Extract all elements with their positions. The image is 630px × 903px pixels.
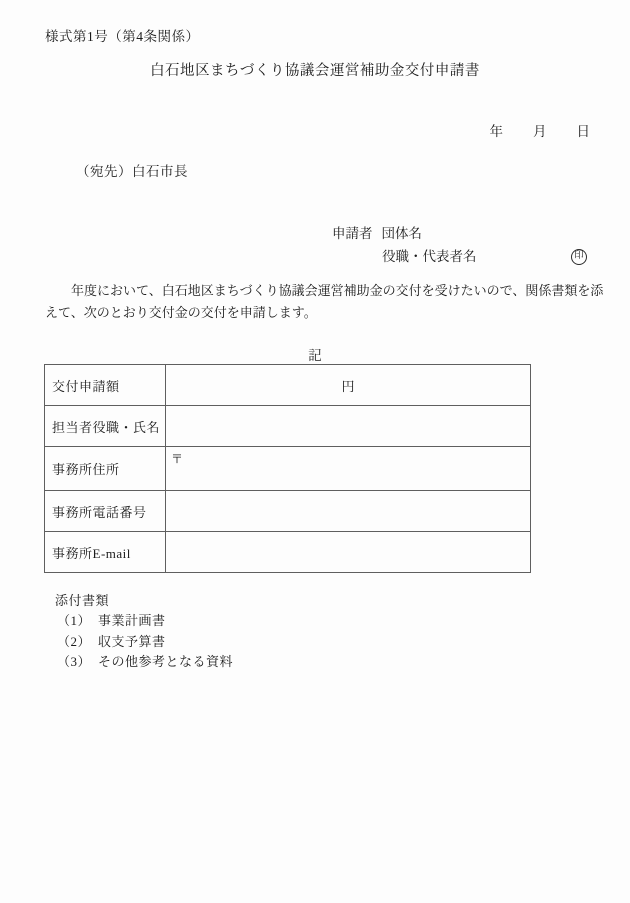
organization-name-label: 団体名 bbox=[381, 226, 422, 241]
applicant-block bbox=[332, 222, 602, 268]
office-phone-value-cell bbox=[166, 491, 531, 532]
table-row-office-phone bbox=[45, 491, 531, 532]
date-line: 年 月 日 bbox=[489, 124, 591, 139]
applicant-name-row bbox=[332, 222, 602, 245]
office-email-value-cell bbox=[166, 532, 531, 573]
representative-label: 役職・代表者名 bbox=[382, 249, 477, 264]
office-address-label: 事務所住所 bbox=[45, 447, 166, 491]
table-row-contact-person bbox=[45, 406, 531, 447]
office-address-value-cell: 〒 bbox=[166, 447, 531, 491]
application-details-table bbox=[44, 364, 531, 573]
table-row-office-address bbox=[45, 447, 531, 491]
attachment-item-2: （2） 収支予算書 bbox=[57, 633, 166, 649]
body-paragraph: 年度において、白石地区まちづくり協議会運営補助金の交付を受けたいので、関係書類を添えて、次のとおり交付金の交付を申請します。 bbox=[45, 283, 604, 320]
attachment-item-1: （1） 事業計画書 bbox=[57, 613, 166, 629]
addressee-line: （宛先）白石市長 bbox=[76, 164, 188, 179]
table-row-office-email bbox=[45, 532, 531, 573]
office-email-label: 事務所E-mail bbox=[45, 532, 166, 573]
grant-amount-value-cell: 円 bbox=[166, 365, 531, 406]
representative-row bbox=[332, 245, 602, 268]
form-number: 様式第1号（第4条関係） bbox=[45, 29, 200, 44]
contact-person-label: 担当者役職・氏名 bbox=[45, 406, 166, 447]
record-marker: 記 bbox=[308, 348, 322, 363]
seal-stamp-mark bbox=[571, 249, 587, 265]
office-phone-label: 事務所電話番号 bbox=[45, 491, 166, 532]
contact-person-value-cell bbox=[166, 406, 531, 447]
attachments-section bbox=[55, 591, 233, 672]
seal-character: 印 bbox=[574, 251, 584, 262]
applicant-label: 申請者 bbox=[332, 226, 373, 241]
attachments-heading: 添付書類 bbox=[55, 593, 110, 608]
document-title: 白石地区まちづくり協議会運営補助金交付申請書 bbox=[150, 63, 480, 79]
table-row-grant-amount bbox=[45, 365, 531, 406]
grant-amount-label: 交付申請額 bbox=[45, 365, 166, 406]
attachment-item-3: （3） その他参考となる資料 bbox=[57, 653, 234, 669]
